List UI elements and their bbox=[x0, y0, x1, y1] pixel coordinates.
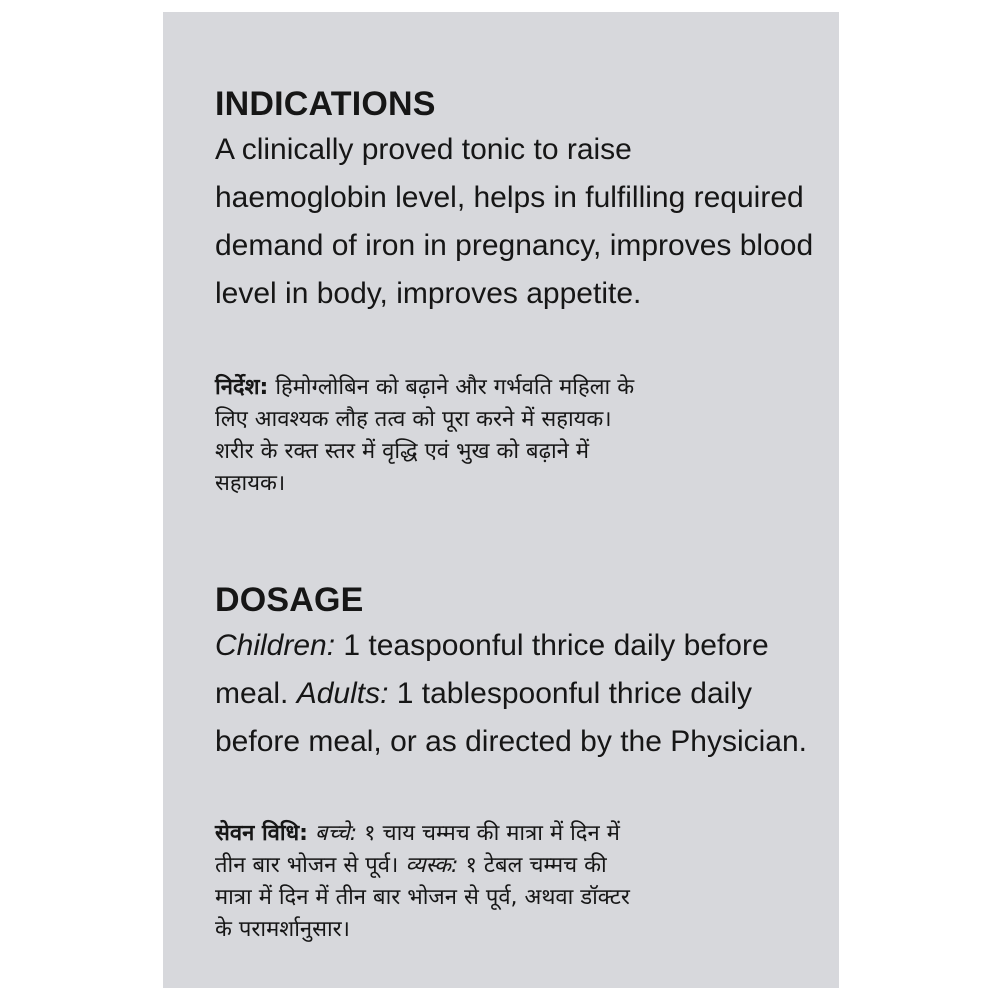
indications-section bbox=[215, 84, 835, 318]
dosage-line: before meal, or as directed by the Physician. bbox=[215, 725, 807, 758]
dosage-line bbox=[215, 670, 835, 718]
hindi-dosage-text bbox=[215, 818, 835, 946]
hindi-dosage-line2-text: १ टेबल चम्मच की bbox=[458, 853, 607, 878]
hindi-indications-line: लिए आवश्यक लौह तत्व को पूरा करने में सहायक। bbox=[215, 407, 612, 432]
hindi-dosage-line bbox=[215, 850, 835, 882]
children-label: Children: bbox=[215, 629, 336, 662]
indications-line: A clinically proved tonic to raise bbox=[215, 133, 632, 166]
indications-text bbox=[215, 126, 835, 318]
dosage-line1-text: 1 teaspoonful thrice daily before bbox=[335, 629, 769, 662]
hindi-dosage-line bbox=[215, 818, 835, 850]
hindi-dosage-line1-text: १ चाय चम्मच की मात्रा में दिन में bbox=[357, 821, 620, 846]
dosage-section bbox=[215, 580, 835, 766]
hindi-children-label: बच्चे: bbox=[307, 821, 358, 846]
dosage-heading: DOSAGE bbox=[215, 581, 364, 619]
hindi-indications-line: शरीर के रक्त स्तर में वृद्धि एवं भुख को बढ़ाने में bbox=[215, 439, 590, 464]
dosage-line2-start: meal. bbox=[215, 677, 297, 710]
hindi-adults-label: व्यस्क: bbox=[398, 853, 459, 878]
hindi-indications-line1-text: हिमोग्लोबिन को बढ़ाने और गर्भवति महिला के bbox=[268, 375, 635, 400]
hindi-dosage-line2-start: तीन बार भोजन से पूर्व। bbox=[215, 853, 399, 878]
hindi-dosage-label: सेवन विधि: bbox=[215, 821, 308, 846]
indications-heading: INDICATIONS bbox=[215, 85, 436, 123]
hindi-indications-section bbox=[215, 372, 835, 500]
hindi-dosage-section bbox=[215, 818, 835, 946]
indications-line: demand of iron in pregnancy, improves blood bbox=[215, 229, 814, 262]
label-panel bbox=[163, 12, 839, 988]
indications-line: haemoglobin level, helps in fulfilling required bbox=[215, 181, 804, 214]
hindi-dosage-line: के परामर्शानुसार। bbox=[215, 917, 351, 942]
dosage-line bbox=[215, 622, 835, 670]
hindi-dosage-line: मात्रा में दिन में तीन बार भोजन से पूर्व, अथवा डॉक्टर bbox=[215, 885, 630, 910]
hindi-indications-line: सहायक। bbox=[215, 471, 286, 496]
hindi-indications-text bbox=[215, 372, 835, 500]
adults-label: Adults: bbox=[296, 677, 389, 710]
dosage-line2-text: 1 tablespoonful thrice daily bbox=[388, 677, 752, 710]
hindi-indications-line bbox=[215, 372, 835, 404]
hindi-indications-label: निर्देश: bbox=[215, 375, 269, 400]
dosage-text bbox=[215, 622, 835, 766]
indications-line: level in body, improves appetite. bbox=[215, 277, 642, 310]
